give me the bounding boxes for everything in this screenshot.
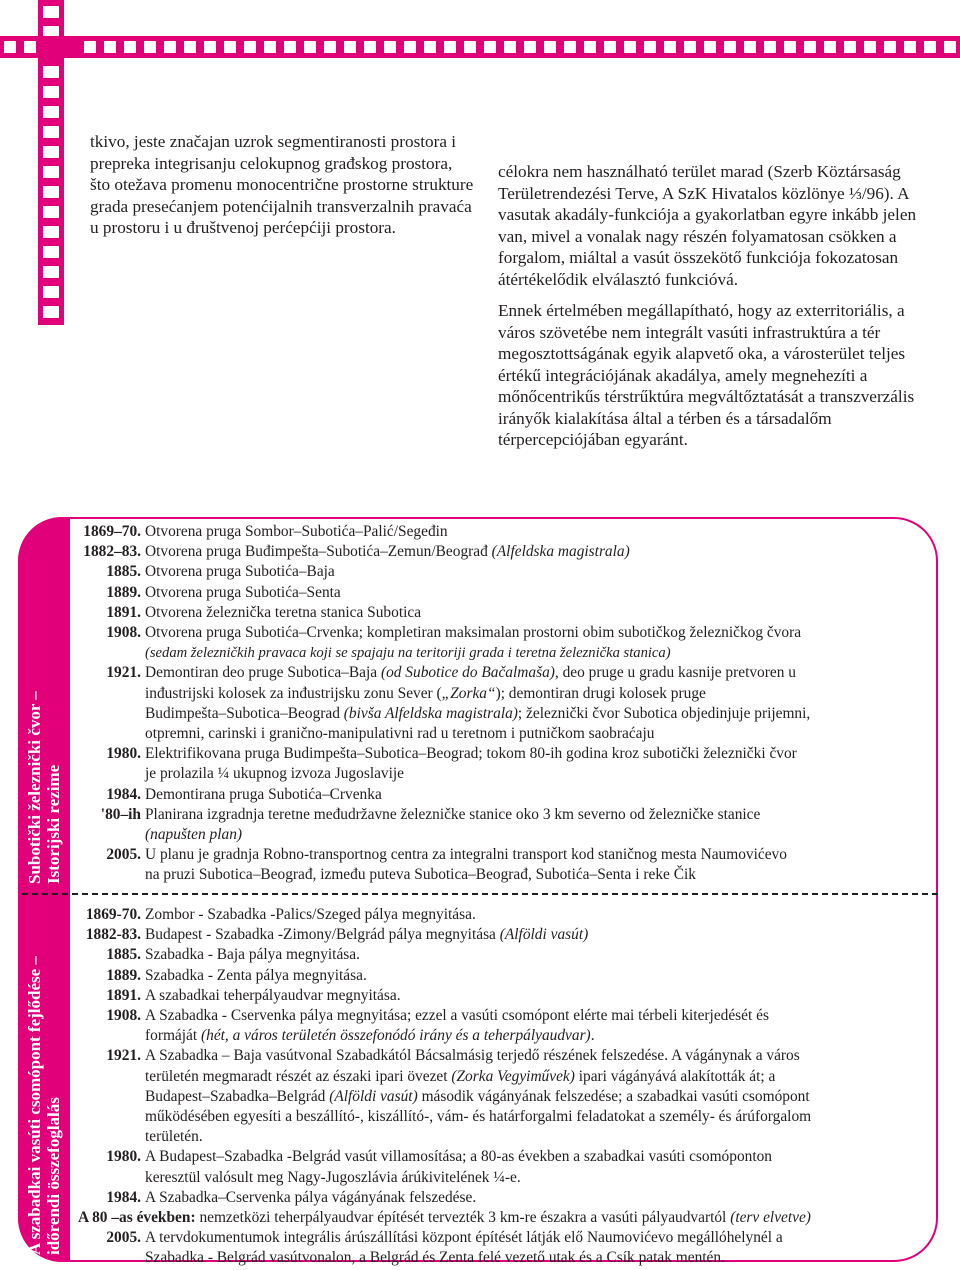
timeline-entry [78,562,928,582]
entry-text [145,1046,928,1147]
strip-square [344,41,356,53]
entry-text-part: A Szabadka – Baja vasútvonal Szabadkától Bácsalmásig terjedő részének felszedése. A vágánynak a város [145,1047,800,1065]
entry-italic: (hét, a város területén összefonódó irány és a teherpályaudvar) [201,1027,591,1045]
entry-text [145,1147,928,1187]
entry-text-part: keresztül valósult meg Nagy-Jugoszlávia árúkivitelének ¼-e. [145,1168,521,1186]
strip-square [484,41,496,53]
entry-text-part: második vágányának felszedése; a szabadkai vasúti csomópont [421,1087,810,1105]
strip-square [184,41,196,53]
strip-square [884,41,896,53]
strip-square [424,41,436,53]
entry-text [145,1006,928,1046]
entry-text: Otvorena pruga Subotića–Baja [145,563,335,581]
entry-text-part: működésében egyesíti a beszállító-, kiszállító-, vám- és határforgalmi feladatokat a személy- és árúforgalom [145,1108,812,1126]
entry-text: A Szabadka–Cservenka pálya vágányának felszedése. [145,1188,477,1206]
label-line: időrendi összefoglalás [44,1097,63,1255]
entry-year: 1908. [106,1007,141,1025]
entry-year: 2005. [106,846,141,864]
entry-text-part: , deo pruge u gradu kasnije pretvoren u [554,664,796,682]
entry-year: 1882-83. [85,926,141,944]
entry-text-part: ipari vágányává alakították át; a [578,1067,776,1085]
entry-year: 1891. [106,603,141,621]
entry-italic: (sedam železničkih pravaca koji se spajaju na teritoriji grada i teretna železnička stanica) [145,645,671,662]
entry-italic: (Alfeldska magistrala) [491,543,630,561]
entry-text-part: formáját [145,1027,198,1045]
entry-text [145,623,928,663]
entry-text: A szabadkai teherpályaudvar megnyitása. [145,986,401,1004]
timeline-entry [78,522,928,542]
entry-year: 1869–70. [83,523,141,540]
entry-text-part: na pruzi Subotica–Beograđ, između puteva Subotica–Beograđ, Subotića–Senta i reke Čik [145,866,696,884]
strip-square [43,226,59,238]
strip-square [724,41,736,53]
strip-square [43,286,59,298]
entry-text-part: Elektrifikovana pruga Budimpešta–Subotica–Beograd; tokom 80-ih godina kroz subotički železnički čvor [145,745,797,763]
entry-text [145,1228,928,1268]
strip-square [144,41,156,53]
strip-square [784,41,796,53]
strip-square [804,41,816,53]
entry-text [145,542,928,562]
strip-square [4,41,16,53]
timeline-entry [78,603,928,623]
entry-text: Otvorena železnička teretna stanica Subotica [145,603,422,621]
strip-square [43,6,59,18]
entry-text-part: ); demontiran drugi kolosek pruge [495,684,706,702]
entry-text [145,663,928,744]
entry-year: 1889. [106,966,141,984]
hungarian-paragraph-2: Ennek értelmében megállapítható, hogy az exterritoriális, a város szövetébe nem integrált vasúti infrastruktúra a tér megosztottságának egyik alapvető oka, a városterület teljes értékű integrációjának akadálya, amely megnehezíti a mőnőcentrikűs térstrűktúra megváltőztatását a transzverzális irányők kialakítása által a térben és a társadalőm térpercepciójában egyaránt. [498,301,915,449]
timeline-entry [78,945,928,965]
entry-italic: (terv elvetve) [730,1209,811,1227]
dashed-separator [22,893,938,895]
strip-square [364,41,376,53]
entry-italic: (Alföldi vasút) [499,926,589,944]
entry-year: 1984. [106,785,141,803]
entry-italic: (napušten plan) [145,826,243,844]
timeline-entry [78,542,928,562]
strip-square [43,166,59,178]
entry-year: 1980. [106,745,141,763]
entry-year: 2005. [106,1229,141,1247]
strip-square [224,41,236,53]
entry-year: 1980. [106,1148,141,1166]
entry-year: 1885. [106,563,141,581]
strip-square [524,41,536,53]
entry-text-part: . [590,1027,595,1045]
timeline-entry [78,1228,928,1268]
strip-square [584,41,596,53]
strip-square [924,41,936,53]
strip-square [43,126,59,138]
entry-italic: (bivša Alfeldska magistrala) [343,704,518,722]
label-line: Istorijski rezime [44,764,63,884]
hungarian-timeline [78,905,928,1269]
strip-square [604,41,616,53]
strip-square [504,41,516,53]
strip-square [744,41,756,53]
entry-year: A 80 –as években: [78,1209,196,1227]
strip-square [43,206,59,218]
entry-text-part: területén. [145,1128,203,1146]
strip-square [264,41,276,53]
timeline-entry [78,785,928,805]
strip-square [904,41,916,53]
strip-square [43,106,59,118]
entry-italic: (Zorka Vegyiművek) [451,1067,575,1085]
strip-square [444,41,456,53]
entry-year: 1869-70. [85,906,141,923]
timeline-entry [78,845,928,885]
label-line: A szabadkai vasúti csomópont fejlődése – [25,956,44,1255]
entry-year: '80–ih [100,805,141,823]
strip-square [944,41,956,53]
entry-text [145,744,928,784]
entry-text-part: Otvorena pruga Subotića–Crvenka; kompletiran maksimalan prostorni obim subotičkog železničkog čvora [145,624,802,642]
hungarian-paragraph-1: célokra nem használható terület marad (Szerb Köztársaság Területrendezési Terve, A SzK Hivatalos közlönye ⅓/96). A vasutak akadály-funkciója a gyakorlatban egyre inkább jelen van, mivel a vonalak nagy részén folyamatosan csökken a forgalom, miáltal a vasút összekötő funkciója fokozatosan átértékelődik elválasztó funkcióvá. [498,162,917,289]
strip-square [204,41,216,53]
timeline-entry [78,905,928,925]
timeline-entry [78,966,928,986]
strip-square [43,246,59,258]
entry-year: 1921. [106,664,141,682]
serbian-timeline [78,522,928,886]
hungarian-text-column [498,161,918,451]
entry-year: 1882–83. [83,543,141,561]
strip-square [43,186,59,198]
entry-text-part: Szabadka - Belgrád vasútvonalon, a Belgrád és Zenta felé vezető utak és a Csík patak mentén. [145,1249,725,1267]
strip-square [43,86,59,98]
strip-square [464,41,476,53]
strip-square [384,41,396,53]
strip-square [124,41,136,53]
strip-square [304,41,316,53]
entry-text-part: Budapest–Szabadka–Belgrád [145,1087,326,1105]
entry-text-part: Otvorena pruga Buđimpešta–Subotića–Zemun/Beograđ [145,543,488,561]
entry-year: 1908. [106,624,141,642]
timeline-entry [78,1208,928,1228]
strip-square [844,41,856,53]
entry-year: 1891. [106,986,141,1004]
timeline-entry [78,1006,928,1046]
entry-text: Szabadka - Baja pálya megnyitása. [145,946,360,964]
entry-year: 1921. [106,1047,141,1065]
entry-text-part: ; železnički čvor Subotica objedinjuje prijemni, [517,704,811,722]
timeline-entry [78,1046,928,1147]
strip-square [704,41,716,53]
entry-text [78,1208,928,1228]
entry-text-part: Planirana izgradnja teretne međudržavne železničke stanice oko 3 km severno od železničke stanice [145,805,761,823]
timeline-entry [78,986,928,1006]
entry-text-part: je prolazila ¼ ukupnog izvoza Jugoslavije [145,765,405,783]
strip-square [43,306,59,318]
entry-text-part: Budimpešta–Subotica–Beograd [145,704,340,722]
entry-italic: (Alföldi vasút) [329,1087,418,1105]
entry-text: Szabadka - Zenta pálya megnyitása. [145,966,367,984]
timeline-entry [78,1147,928,1187]
entry-text-part: területén megmaradt részét az északi ipari övezet [145,1067,448,1085]
strip-square [43,66,59,78]
strip-square [43,266,59,278]
timeline-entry [78,1188,928,1208]
timeline-entry [78,805,928,845]
entry-text: Otvorena pruga Subotića–Senta [145,583,341,601]
entry-text-part: A Budapest–Szabadka -Belgrád vasút villamosítása; a 80-as években a szabadkai vasúti csomóponton [145,1148,773,1166]
timeline-entry [78,583,928,603]
entry-text [145,805,928,845]
timeline-entry [78,744,928,784]
entry-text-part: nemzetközi teherpályaudvar építését tervezték 3 km-re északra a vasúti pályaudvartól [199,1209,727,1227]
strip-square [244,41,256,53]
strip-square [43,146,59,158]
strip-square [324,41,336,53]
strip-square [684,41,696,53]
strip-square [284,41,296,53]
timeline-entry [78,925,928,945]
strip-square [824,41,836,53]
decorative-horizontal-strip [0,36,960,58]
entry-text-part: A Szabadka - Cservenka pálya megnyitása; ezzel a vasúti csomópont elérte mai térbeli kiterjedését és [145,1007,769,1025]
entry-text [145,845,928,885]
strip-square [764,41,776,53]
strip-square [644,41,656,53]
strip-square [24,41,36,53]
serbian-timeline-label [25,691,63,884]
serbian-paragraph: tkivo, jeste značajan uzrok segmentiranosti prostora i prepreka integrisanju celokupnog građskog prostora, što otežava promenu monocentrične prostorne strukture grada presećanjem potenćijalnih transverzalnih pravaća u prostoru i u đruštvenoj perćepćiji prostora. [90,132,474,237]
entry-text-part: Budapest - Szabadka -Zimony/Belgrád pálya megnyitása [145,926,496,944]
entry-text: Zombor - Szabadka -Palics/Szeged pálya megnyitása. [145,906,476,923]
entry-text: Demontirana pruga Subotića–Crvenka [145,785,382,803]
strip-square [864,41,876,53]
strip-square [104,41,116,53]
strip-square [564,41,576,53]
serbian-text-column [90,131,475,239]
hungarian-timeline-label [25,956,63,1255]
entry-text-part: otpremni, carinski i granično-manipulativni rad u teretnom i putničkom saobraćaju [145,725,655,743]
timeline-entry [78,663,928,744]
entry-text [145,925,928,945]
strip-square [544,41,556,53]
label-line: Subotički železnički čvor – [25,691,44,884]
entry-year: 1885. [106,946,141,964]
entry-text-part: A tervdokumentumok integrális árúszállítási központ építését látják elő Naumovićevo megállóhelynél a [145,1229,783,1247]
entry-text-part: U planu je gradnja Robno-transportnog centra za integralni transport kod staničnog mesta Naumovićevo [145,846,787,864]
entry-year: 1889. [106,583,141,601]
strip-square [624,41,636,53]
entry-text: Otvorena pruga Sombor–Subotića–Palić/Segeđin [145,523,448,540]
timeline-entry [78,623,928,663]
strip-square [164,41,176,53]
strip-square [664,41,676,53]
strip-square [84,41,96,53]
entry-italic: (od Subotice do Bačalmaša) [380,664,555,682]
strip-square [404,41,416,53]
entry-text-part: inđustrijski kolosek za inđustrijsku zonu Sever ( [145,684,442,702]
entry-italic: „Zorka“ [441,684,496,702]
entry-text-part: Demontiran deo pruge Subotica–Baja [145,664,378,682]
entry-year: 1984. [106,1188,141,1206]
